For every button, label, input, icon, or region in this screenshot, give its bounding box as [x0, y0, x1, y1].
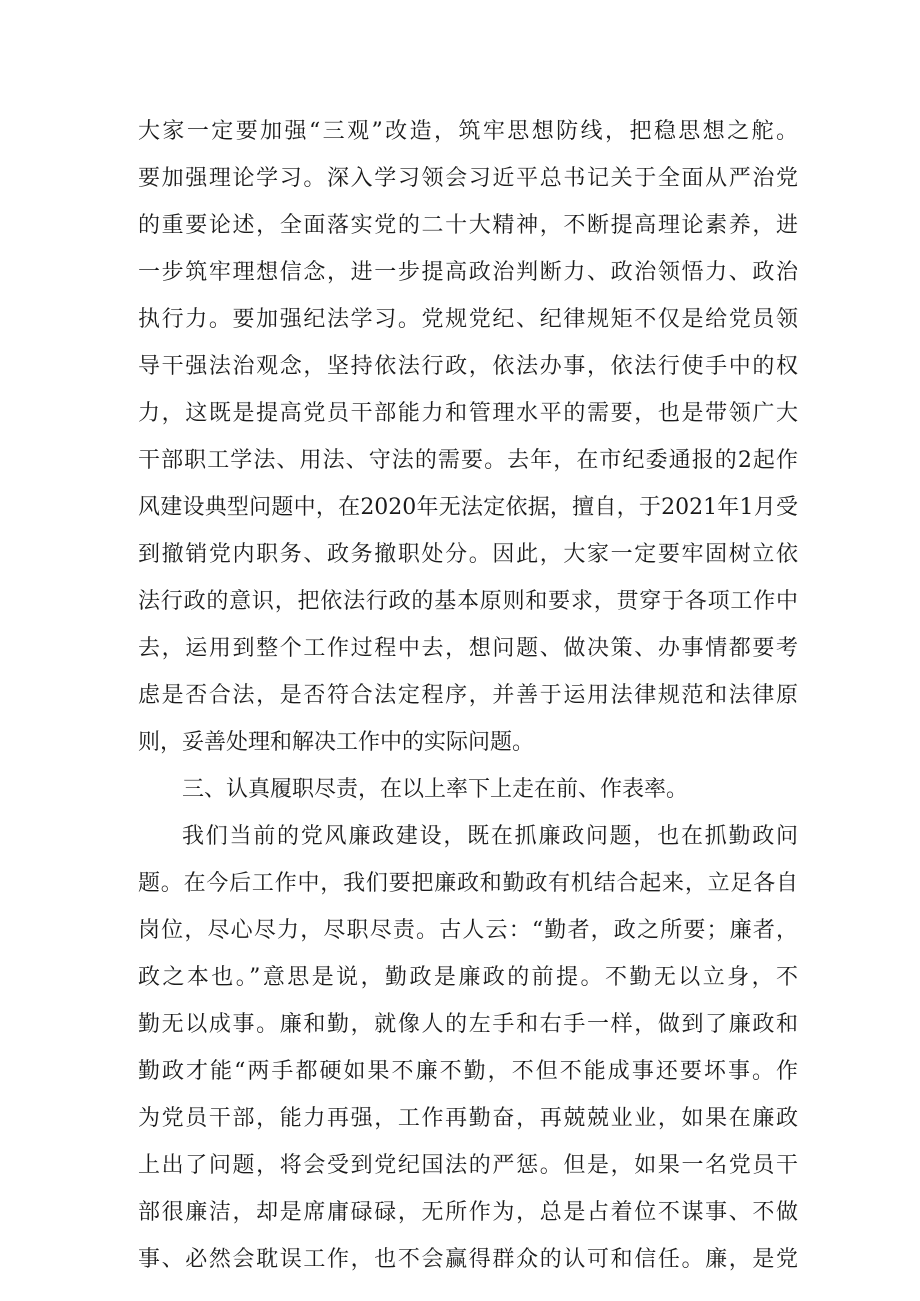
text-line: 去，运用到整个工作过程中去，想问题、做决策、办事情都要考 — [138, 636, 798, 661]
body-text — [138, 108, 798, 1283]
section-heading: 三、认真履职尽责，在以上率下上走在前、作表率。 — [182, 777, 689, 802]
text-line: 部很廉洁，却是席庸碌碌，无所作为，总是占着位不谋事、不做 — [138, 1200, 798, 1225]
text-line: 执行力。要加强纪法学习。党规党纪、纪律规矩不仅是给党员领 — [138, 307, 798, 332]
text-line: 干部职工学法、用法、守法的需要。去年，在市纪委通报的2起作 — [138, 448, 798, 473]
text-line: 政之本也。”意思是说，勤政是廉政的前提。不勤无以立身，不 — [138, 965, 798, 990]
text-line: 风建设典型问题中，在2020年无法定依据，擅自，于2021年1月受 — [138, 495, 798, 520]
text-line: 则，妥善处理和解决工作中的实际问题。 — [138, 730, 535, 755]
text-line: 力，这既是提高党员干部能力和管理水平的需要，也是带领广大 — [138, 401, 798, 426]
text-line: 勤无以成事。廉和勤，就像人的左手和右手一样，做到了廉政和 — [138, 1012, 798, 1037]
text-line: 一步筑牢理想信念，进一步提高政治判断力、政治领悟力、政治 — [138, 260, 798, 285]
text-line: 的重要论述，全面落实党的二十大精神，不断提高理论素养，进 — [138, 213, 798, 238]
text-line: 题。在今后工作中，我们要把廉政和勤政有机结合起来，立足各自 — [138, 871, 798, 896]
text-line: 法行政的意识，把依法行政的基本原则和要求，贯穿于各项工作中 — [138, 589, 798, 614]
text-line: 导干强法治观念，坚持依法行政，依法办事，依法行使手中的权 — [138, 354, 798, 379]
text-line: 虑是否合法，是否符合法定程序，并善于运用法律规范和法律原 — [138, 683, 798, 708]
text-line: 上出了问题，将会受到党纪国法的严惩。但是，如果一名党员干 — [138, 1153, 798, 1178]
text-line: 大家一定要加强“三观”改造，筑牢思想防线，把稳思想之舵。 — [138, 119, 798, 144]
text-line: 我们当前的党风廉政建设，既在抓廉政问题，也在抓勤政问 — [182, 824, 798, 849]
text-line: 岗位，尽心尽力，尽职尽责。古人云：“勤者，政之所要；廉者， — [138, 918, 798, 943]
text-line: 为党员干部，能力再强，工作再勤奋，再兢兢业业，如果在廉政 — [138, 1106, 798, 1131]
text-line: 到撤销党内职务、政务撤职处分。因此，大家一定要牢固树立依 — [138, 542, 798, 567]
text-line: 勤政才能“两手都硬如果不廉不勤，不但不能成事还要坏事。作 — [138, 1059, 798, 1084]
text-line: 要加强理论学习。深入学习领会习近平总书记关于全面从严治党 — [138, 166, 798, 191]
text-line: 事、必然会耽误工作，也不会赢得群众的认可和信任。廉，是党 — [138, 1247, 798, 1272]
